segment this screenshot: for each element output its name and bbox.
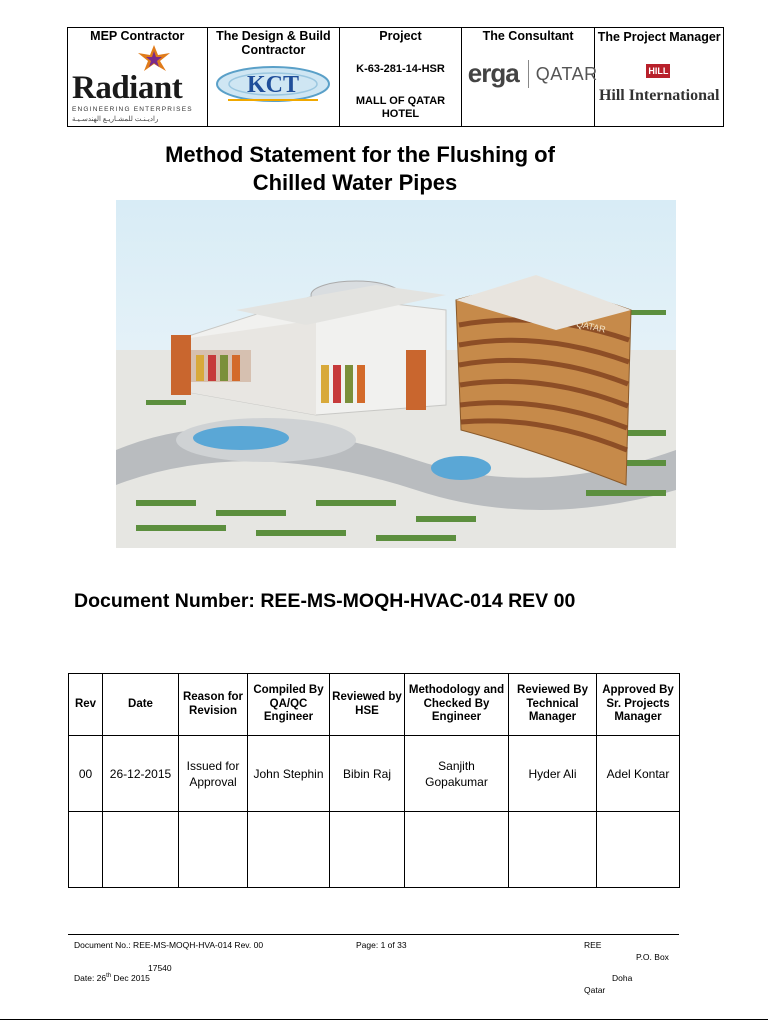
footer-company: REE [584,940,602,950]
col-header-reason: Reason for Revision [179,674,248,736]
footer-page-number: Page: 1 of 33 [356,940,407,950]
cell-date: 26-12-2015 [103,736,179,812]
design-build-label: The Design & Build Contractor [216,29,331,57]
project-label: Project [379,29,422,43]
cell-reason: Issued for Approval [179,736,248,812]
cell-rev: 00 [69,736,103,812]
mep-contractor-cell [68,28,208,126]
cell-hse [330,812,405,888]
title-line-2: Chilled Water Pipes [252,170,458,195]
consultant-cell [462,28,596,126]
footer-divider [68,934,679,935]
col-header-technical: Reviewed By Technical Manager [509,674,597,736]
erga-logo-divider [528,60,529,88]
document-number: Document Number: REE-MS-MOQH-HVAC-014 REV 00 [74,590,576,612]
revision-table [68,673,680,888]
col-header-date: Date [103,674,179,736]
footer-country: Qatar [584,985,606,995]
document-title [0,141,768,197]
col-header-approved: Approved By Sr. Projects Manager [597,674,680,736]
table-row [69,812,680,888]
design-build-cell [208,28,341,126]
col-header-rev: Rev [69,674,103,736]
project-code: K-63-281-14-HSR [356,63,445,75]
footer-city: Doha [612,973,633,983]
cell-compiled [248,812,330,888]
project-name: MALL OF QATAR HOTEL [355,95,446,120]
cell-date [103,812,179,888]
table-row [69,736,680,812]
mep-contractor-label: MEP Contractor [90,29,185,43]
cell-methodology [405,812,509,888]
radiant-logo: Radiant [72,70,183,106]
mall-rendering-image [116,200,676,548]
footer-doc-no: Document No.: REE-MS-MOQH-HVA-014 Rev. 00 [74,940,264,950]
erga-logo: erga [467,58,519,88]
cell-approved: Adel Kontar [597,736,680,812]
cell-rev [69,812,103,888]
cell-hse: Bibin Raj [330,736,405,812]
svg-text:KCT: KCT [246,72,299,98]
kct-logo [214,62,332,106]
table-header-row [69,674,680,736]
cell-technical [509,812,597,888]
erga-logo-country: QATAR [535,64,598,84]
project-manager-label: The Project Manager [597,30,721,44]
cell-compiled: John Stephin [248,736,330,812]
col-header-methodology: Methodology and Checked By Engineer [405,674,509,736]
radiant-logo-arabic: راديـنـت للمشـاريـع الهندسـيـة [72,116,159,123]
footer-po-number: 17540 [148,963,172,973]
col-header-hse: Reviewed by HSE [330,674,405,736]
consultant-label: The Consultant [482,29,574,43]
page-bottom-border [0,1019,768,1020]
radiant-star-icon [136,43,172,73]
cell-approved [597,812,680,888]
project-manager-cell [595,28,723,126]
footer-po-box: P.O. Box [636,952,669,962]
footer-date: Date: 26th Dec 2015 [74,973,150,983]
cell-reason [179,812,248,888]
hill-logo-badge: HILL [648,66,669,76]
cell-technical: Hyder Ali [509,736,597,812]
title-line-1: Method Statement for the Flushing of [165,142,555,167]
hill-logo-text: Hill International [598,87,720,104]
project-cell [340,28,462,126]
radiant-logo-sub: ENGINEERING ENTERPRISES [72,106,193,113]
cell-methodology: Sanjith Gopakumar [405,736,509,812]
col-header-compiled: Compiled By QA/QC Engineer [248,674,330,736]
header-table [67,27,724,127]
